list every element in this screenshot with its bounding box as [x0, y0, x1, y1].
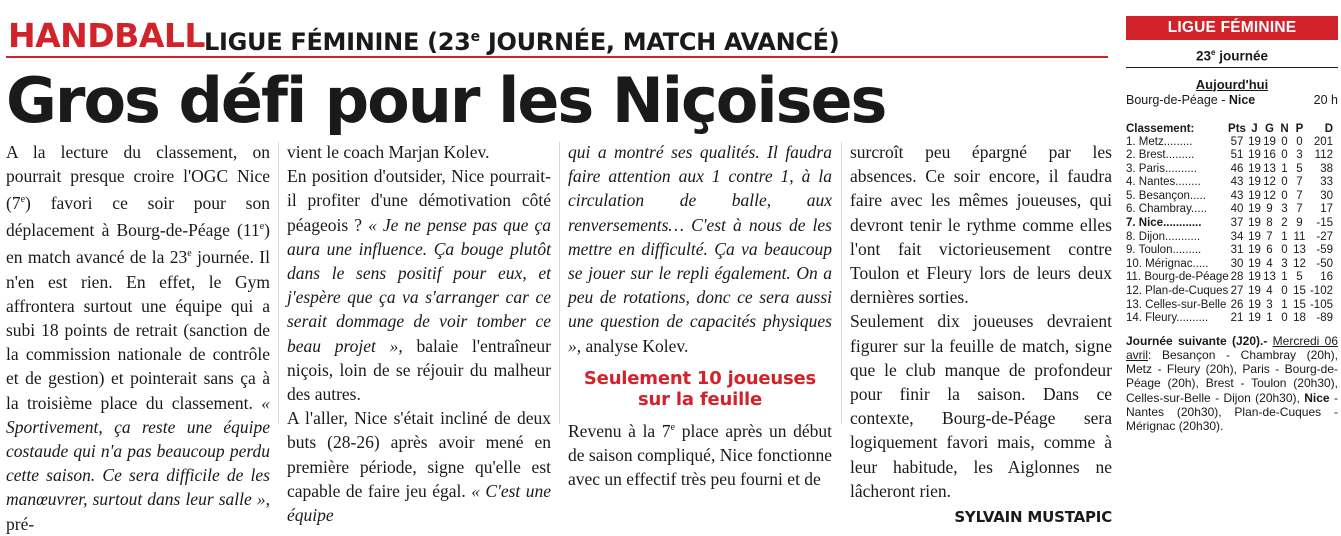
standings-cell-name: 11. Bourg-de-Péage [1126, 271, 1229, 284]
column-divider [559, 142, 560, 424]
standings-cell-g: 3 [1266, 298, 1273, 311]
standings-cell-j: 19 [1248, 162, 1261, 175]
standings-cell-d: 17 [1320, 203, 1333, 216]
standings-cell-j: 19 [1248, 189, 1261, 202]
standings-cell-d: -50 [1316, 257, 1333, 270]
standings-cell-pts: 26 [1230, 298, 1244, 311]
table-row [1126, 285, 1338, 299]
standings-cell-n: 0 [1281, 189, 1288, 202]
standings-cell-pts: 21 [1230, 312, 1244, 325]
standings-cell-j: 19 [1248, 257, 1261, 270]
standings-cell-name: 12. Plan-de-Cuques [1126, 285, 1229, 298]
standings-cell-name: 5. Besançon..... [1126, 189, 1206, 202]
paragraph: A l'aller, Nice s'était incliné de deux buts (28-26) après avoir mené en première période, signe qu'elle est capable de faire jeu égal. « C'est une équipe [287, 408, 551, 526]
standings-cell-pts: 37 [1230, 217, 1244, 230]
headline: Gros défi pour les Niçoises [6, 64, 886, 137]
standings-cell-d: 201 [1313, 135, 1333, 148]
standings-cell-p: 5 [1296, 271, 1303, 284]
article-column-4 [850, 140, 1112, 529]
standings-cell-pts: 27 [1230, 285, 1244, 298]
standings-cell-n: 1 [1281, 271, 1288, 284]
standings-cell-pts: 34 [1230, 230, 1244, 243]
standings-cell-name: 10. Mérignac..... [1126, 257, 1209, 270]
standings-cell-g: 16 [1263, 149, 1276, 162]
standings-cell-p: 9 [1296, 217, 1303, 230]
sport-label: HANDBALL [8, 16, 205, 55]
standings-cell-pts: 40 [1230, 203, 1244, 216]
standings-cell-pts: 43 [1230, 189, 1244, 202]
standings-cell-name: 9. Toulon......... [1126, 244, 1202, 257]
section-header [6, 16, 1108, 56]
standings-cell-pts: 28 [1230, 271, 1244, 284]
table-row [1126, 176, 1338, 190]
standings-cell-g: 8 [1266, 217, 1273, 230]
standings-cell-p: 11 [1293, 230, 1306, 243]
sidebar-divider [1126, 67, 1338, 68]
sidebar-banner: LIGUE FÉMININE [1126, 16, 1338, 40]
standings-cell-p: 7 [1296, 203, 1303, 216]
standings-cell-pts: 30 [1230, 257, 1244, 270]
standings-cell-g: 12 [1263, 189, 1276, 202]
standings-cell-pts: 31 [1230, 244, 1244, 257]
standings-cell-p: 3 [1296, 149, 1303, 162]
paragraph: Seulement dix joueuses devraient figurer sur la feuille de match, signe que le club manque de profondeur pour finir la saison. Dans ce contexte, Bourg-de-Péage sera logiquement favori mais, comme à leur habitude, les Aiglonnes ne lâcheront rien. [850, 311, 1112, 501]
standings-cell-name: 14. Fleury.......... [1126, 312, 1209, 325]
standings-header: Classement: Pts J G N P D [1126, 122, 1333, 135]
standings-cell-name: 1. Metz......... [1126, 135, 1193, 148]
standings-cell-d: 38 [1320, 162, 1333, 175]
standings-cell-pts: 43 [1230, 176, 1244, 189]
standings-cell-n: 0 [1281, 312, 1288, 325]
standings-cell-name: 3. Paris.......... [1126, 162, 1197, 175]
standings-cell-name: 6. Chambray..... [1126, 203, 1207, 216]
standings-cell-n: 0 [1281, 285, 1288, 298]
standings-cell-g: 9 [1266, 203, 1273, 216]
paragraph: surcroît peu épargné par les absences. Ce soir encore, il faudra faire avec les mêmes joueuses, qui devront tenir le rythme comme elles l'ont fait victorieusement contre Toulon et Fleury lors de leurs deux dernières sorties. [850, 142, 1112, 308]
standings-cell-name: 13. Celles-sur-Belle [1126, 298, 1227, 311]
article-column-2 [287, 140, 551, 527]
standings-cell-name: 7. Nice............ [1126, 217, 1202, 230]
standings-cell-n: 3 [1281, 257, 1288, 270]
table-row [1126, 231, 1338, 245]
article-column-3 [568, 140, 832, 491]
standings-cell-g: 7 [1266, 230, 1273, 243]
standings-cell-g: 19 [1263, 135, 1276, 148]
standings-cell-d: -89 [1316, 312, 1333, 325]
standings-cell-p: 0 [1296, 135, 1303, 148]
standings-cell-p: 12 [1293, 257, 1306, 270]
standings-cell-d: -27 [1316, 230, 1333, 243]
paragraph: A la lecture du classement, on pourrait presque croire l'OGC Nice (7e) favori ce soir pour son déplacement à Bourg-de-Péage (11e) en match avancé de la 23e journée. Il n'en est rien. En effet, le Gym affrontera surtout une équipe qui a subi 18 points de retrait (sanction de la commission nationale de contrôle et de gestion) et pointerait sans ça à la troisième place du classement. « Sportivement, ça reste une équipe costaude qui n'a pas beaucoup perdu cette saison. Ce sera difficile de les manœuvrer, surtout dans leur salle », pré- [6, 142, 270, 534]
next-round: Journée suivante (J20).- Mercredi 06 avril: Besançon - Chambray (20h), Metz - Fleury (20h), Paris - Bourg-de-Péage (20h), Brest - Toulon (20h30), Celles-sur-Belle - Dijon (20h30), Nice - Nantes (20h30), Plan-de-Cuques - Mérignac (20h30). [1126, 333, 1338, 434]
standings-cell-p: 15 [1293, 285, 1306, 298]
paragraph: Revenu à la 7e place après un début de saison compliqué, Nice fonctionne avec un effectif très peu fourni et de [568, 420, 833, 490]
standings-cell-n: 1 [1281, 230, 1288, 243]
standings-cell-g: 4 [1266, 285, 1273, 298]
table-row [1126, 258, 1338, 272]
column-divider [841, 142, 842, 424]
standings-cell-g: 13 [1263, 271, 1276, 284]
table-row [1126, 299, 1338, 313]
paragraph: En position d'outsider, Nice pourrait-il profiter d'une démotivation côté péageois ? « Je ne pense pas que ça aura une influence. Ça bouge plutôt dans le sens positif pour eux, et j'espère que ça va s'arranger car ce serait dommage de voir tomber ce beau projet », balaie l'entraîneur niçois, loin de se réjouir du malheur des autres. [287, 166, 551, 405]
paragraph: qui a montré ses qualités. Il faudra faire attention aux 1 contre 1, à la circulation de balle, aux renversements… C'est à nous de les mettre en difficulté. Ça va beaucoup se jouer sur le repli également. On a peu de rotations, donc ce sera aussi une question de capacités physiques », analyse Kolev. [568, 142, 832, 356]
standings-cell-name: 4. Nantes........ [1126, 176, 1201, 189]
standings-cell-n: 1 [1281, 162, 1288, 175]
standings-cell-n: 1 [1281, 298, 1288, 311]
standings-cell-d: 16 [1320, 271, 1333, 284]
standings-cell-d: 30 [1320, 189, 1333, 202]
table-row [1126, 244, 1338, 258]
standings-cell-j: 19 [1248, 149, 1261, 162]
standings-cell-pts: 51 [1230, 149, 1244, 162]
standings-cell-p: 15 [1293, 298, 1306, 311]
standings-cell-j: 19 [1248, 230, 1261, 243]
standings-cell-j: 19 [1248, 135, 1261, 148]
standings-cell-p: 5 [1296, 162, 1303, 175]
standings-cell-j: 19 [1248, 285, 1261, 298]
standings-cell-g: 13 [1263, 162, 1276, 175]
standings-cell-j: 19 [1248, 244, 1261, 257]
standings-cell-j: 19 [1248, 217, 1261, 230]
subheading: Seulement 10 joueuses sur la feuille [583, 367, 817, 410]
standings-cell-j: 19 [1248, 203, 1261, 216]
round-label: 23e journée [1196, 48, 1268, 64]
article-column-1 [6, 140, 270, 536]
standings-sidebar [1126, 16, 1338, 433]
standings-cell-p: 7 [1296, 176, 1303, 189]
standings-cell-n: 0 [1281, 149, 1288, 162]
standings-cell-d: -102 [1309, 285, 1333, 298]
standings-cell-d: 33 [1320, 176, 1333, 189]
table-row [1126, 203, 1338, 217]
competition-label: LIGUE FÉMININE (23e JOURNÉE, MATCH AVANCÉ) [204, 28, 840, 56]
column-divider [278, 142, 279, 424]
table-row [1126, 312, 1338, 326]
today-heading: Aujourd'hui [1195, 76, 1269, 92]
standings-cell-j: 19 [1248, 176, 1261, 189]
standings-cell-d: -15 [1316, 217, 1333, 230]
table-row [1126, 136, 1338, 150]
standings-cell-n: 3 [1281, 203, 1288, 216]
standings-cell-g: 6 [1266, 244, 1273, 257]
standings-cell-pts: 57 [1230, 135, 1244, 148]
standings-cell-p: 7 [1296, 189, 1303, 202]
standings-table [1126, 136, 1338, 326]
table-row [1126, 149, 1338, 163]
standings-cell-name: 8. Dijon........... [1126, 230, 1201, 243]
table-row [1126, 271, 1338, 285]
table-row [1126, 190, 1338, 204]
standings-cell-n: 0 [1281, 176, 1288, 189]
paragraph: vient le coach Marjan Kolev. [287, 142, 490, 162]
standings-cell-g: 1 [1266, 312, 1273, 325]
table-row [1126, 217, 1338, 231]
standings-cell-d: -105 [1309, 298, 1333, 311]
standings-cell-n: 0 [1281, 135, 1288, 148]
header-divider [6, 56, 1108, 58]
standings-cell-pts: 46 [1230, 162, 1244, 175]
standings-cell-n: 2 [1281, 217, 1288, 230]
standings-cell-g: 12 [1263, 176, 1276, 189]
standings-cell-d: 112 [1314, 149, 1333, 162]
today-match: Bourg-de-Péage - Nice 20 h [1126, 92, 1338, 107]
standings-cell-g: 4 [1266, 257, 1273, 270]
standings-cell-p: 13 [1293, 244, 1306, 257]
author-signature: SYLVAIN MUSTAPIC [954, 508, 1112, 527]
standings-cell-n: 0 [1281, 244, 1288, 257]
standings-cell-name: 2. Brest......... [1126, 149, 1195, 162]
standings-cell-d: -59 [1316, 244, 1333, 257]
standings-cell-j: 19 [1248, 312, 1261, 325]
standings-cell-j: 19 [1248, 271, 1261, 284]
standings-cell-j: 19 [1248, 298, 1261, 311]
standings-cell-p: 18 [1293, 312, 1306, 325]
table-row [1126, 163, 1338, 177]
